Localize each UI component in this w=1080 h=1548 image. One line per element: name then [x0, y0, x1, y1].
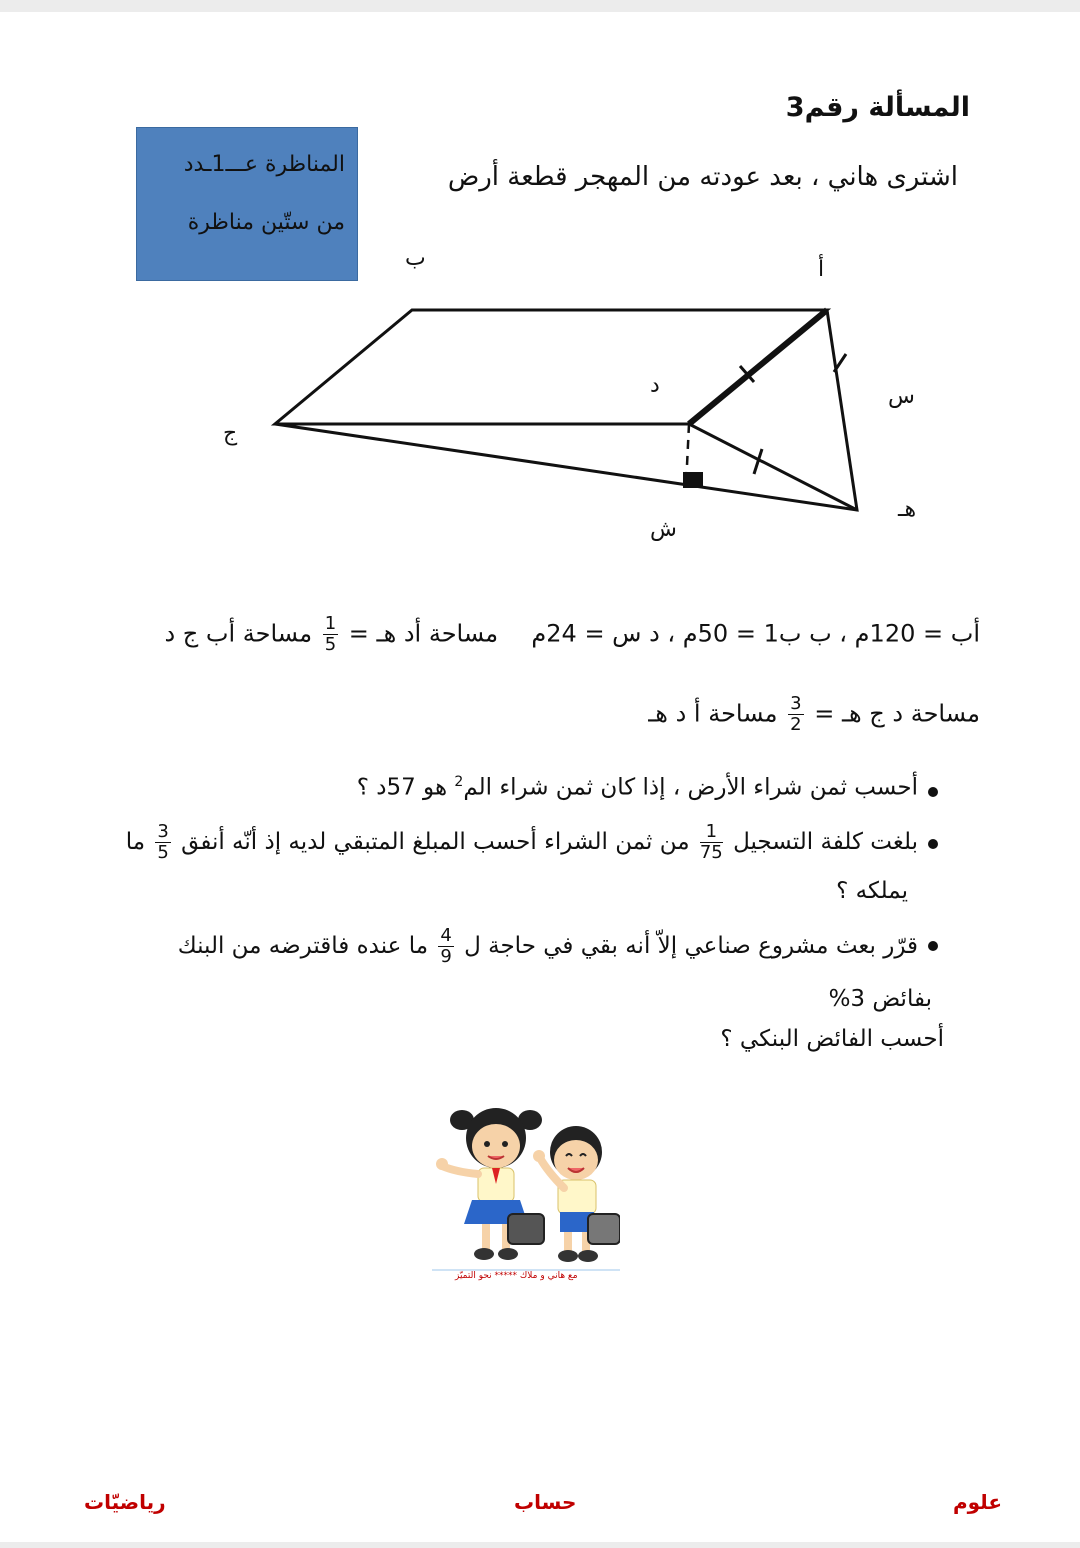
label-sh: ش [650, 517, 677, 542]
label-d: د [650, 373, 660, 398]
fraction-three-fifths: $\frac{3}{5}$ [157, 821, 169, 863]
land-plot-figure [0, 0, 1080, 560]
givens-line-1 [164, 614, 980, 655]
label-h: هـ [898, 497, 917, 522]
fraction-one-fifth: $\frac{1}{5}$ [324, 613, 337, 655]
footer-mathematics: رياضيّات [84, 1490, 166, 1514]
question-2: بلغت كلفة التسجيل $\frac{1}{75}$ من ثمن الشراء أحسب المبلغ المتبقي لديه إذ أنّه أنفق $\frac{3}{5}$ ما [125, 821, 918, 863]
label-a: أ [818, 257, 825, 282]
question-3-rate: بفائض 3% [828, 986, 932, 1012]
illustration-caption: مع هاني و ملاك ***** نحو التميّز [455, 1271, 578, 1281]
bullet-1 [928, 787, 938, 797]
givens-area-adh: مساحة أ د هـ [648, 699, 778, 728]
question-2-continued: يملكه ؟ [836, 878, 908, 904]
footer-arithmetic: حساب [514, 1490, 577, 1514]
kids-illustration [432, 1102, 620, 1272]
givens-area-abjd: مساحة أب ج د [164, 619, 313, 648]
problem-title: المسألة رقم3 [785, 92, 970, 123]
right-angle-mark [683, 472, 703, 488]
badge-line-1: المناظرة عـــ1ـدد [183, 152, 345, 177]
givens-measures: أب = 120م ، ب ب1 = 50م ، د س = 24م [531, 619, 980, 648]
question-3-ask: أحسب الفائض البنكي ؟ [720, 1026, 944, 1052]
label-b: ب [405, 246, 426, 271]
givens-area-djh: مساحة د ج هـ = [814, 699, 980, 728]
bottom-border [0, 1542, 1080, 1548]
givens-line-2 [648, 694, 980, 735]
fraction-four-ninths: $\frac{4}{9}$ [440, 925, 452, 967]
fraction-three-halves: $\frac{3}{2}$ [790, 693, 802, 735]
bullet-3 [928, 941, 938, 951]
triangle-edges [275, 310, 857, 510]
badge-line-2: من ستّين مناظرة [187, 210, 345, 235]
parallelogram-abjd [275, 310, 827, 424]
segment-a-d-bold [689, 310, 827, 424]
label-s: س [888, 384, 915, 409]
question-1: أحسب ثمن شراء الأرض ، إذا كان ثمن شراء الم$^2$ هو 57د ؟ [356, 774, 918, 801]
givens-area-ade: مساحة أد هـ = [348, 619, 499, 648]
footer-sciences: علوم [952, 1490, 1002, 1514]
bullet-2 [928, 839, 938, 849]
problem-intro: اشترى هاني ، بعد عودته من المهجر قطعة أرض [447, 162, 958, 192]
fraction-one-75th: $\frac{1}{75}$ [699, 821, 723, 863]
label-j: ج [223, 421, 238, 446]
question-3: قرّر بعث مشروع صناعي إلاّ أنه بقي في حاجة ل $\frac{4}{9}$ ما عنده فاقترضه من البنك [177, 925, 918, 967]
